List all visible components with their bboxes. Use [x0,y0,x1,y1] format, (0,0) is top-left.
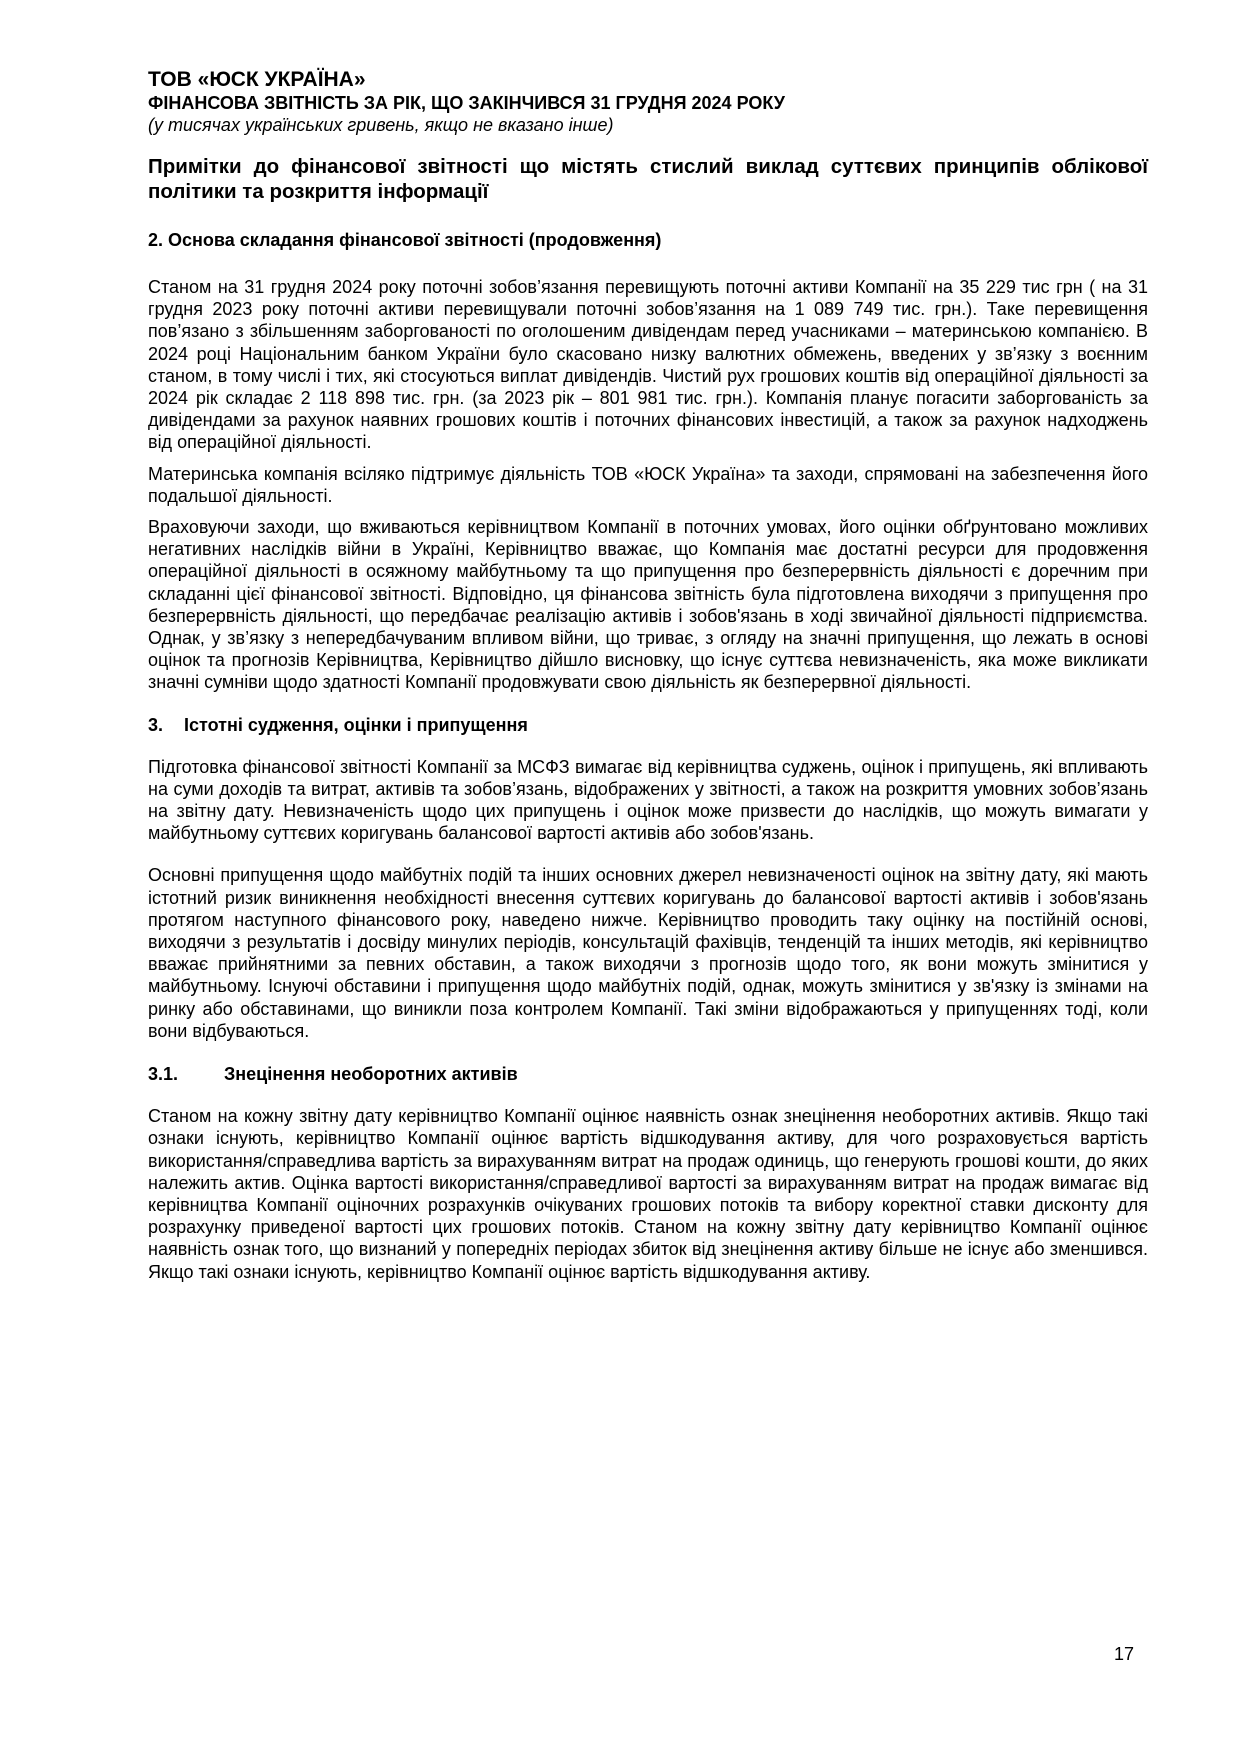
section-3-1-title: Знецінення необоротних активів [224,1064,518,1085]
section-3-number: 3. [148,714,164,735]
section-2-paragraph-2: Материнська компанія всіляко підтримує діяльність ТОВ «ЮСК Україна» та заходи, спрямовані на забезпечення його подальшої діяльності. [148,463,1148,506]
section-3-1-number: 3.1. [148,1064,179,1085]
notes-title: Примітки до фінансової звітності що містять стислий виклад суттєвих принципів облікової політики та розкриття інформації [148,155,1148,203]
section-3-paragraph-2: Основні припущення щодо майбутніх подій та інших основних джерел невизначеності оцінок на звітну дату, які мають істотний ризик виникнення необхідності внесення суттєвих коригувань до балансової вартості активів і зобов'язань протягом наступного фінансового року, наведено нижче. Керівництво проводить таку оцінку на постійній основі, виходячи з результатів і досвіду минулих періодів, консультацій фахівців, тенденцій та інших методів, які керівництво вважає прийнятними за певних обставин, а також виходячи з прогнозів щодо того, як вони можуть змінитися у майбутньому. Існуючі обставини і припущення щодо майбутніх подій, однак, можуть змінитися у зв'язку із змінами на ринку або обставинами, що виникли поза контролем Компанії. Такі зміни відображаються у припущеннях тоді, коли вони відбуваються. [148,865,1148,1041]
page-number: 17 [1114,1644,1135,1664]
company-name: ТОВ «ЮСК УКРАЇНА» [148,68,366,91]
document-page [148,68,1148,1283]
section-2-heading: 2. Основа складання фінансової звітності (продовження) [148,230,662,250]
section-3-paragraph-1: Підготовка фінансової звітності Компанії за МСФЗ вимагає від керівництва суджень, оцінок і припущень, які впливають на суми доходів та витрат, активів та зобов’язань, відображених у звітності, а також на розкриття умовних зобов’язань на звітну дату. Невизначеність щодо цих припущень і оцінок може призвести до наслідків, що можуть вимагати у майбутньому суттєвих коригувань балансової вартості активів або зобов'язань. [148,756,1148,844]
section-3-1-paragraph-1: Станом на кожну звітну дату керівництво Компанії оцінює наявність ознак знецінення необоротних активів. Якщо такі ознаки існують, керівництво Компанії оцінює вартість відшкодування активу, для чого розраховується вартість використання/справедлива вартість за вирахуванням витрат на продаж одиниць, що генерують грошові кошти, до яких належить актив. Оцінка вартості використання/справедливої вартості за вирахуванням витрат на продаж вимагає від керівництва Компанії оціночних розрахунків очікуваних грошових потоків та вибору коректної ставки дисконту для розрахунку приведеної вартості цих грошових потоків. Станом на кожну звітну дату керівництво Компанії оцінює наявність ознак того, що визнаний у попередніх періодах збиток від знецінення активу більше не існує або зменшився. Якщо такі ознаки існують, керівництво Компанії оцінює вартість відшкодування активу. [148,1106,1148,1282]
section-3-1-heading [148,1063,1148,1085]
section-2-paragraph-3: Враховуючи заходи, що вживаються керівництвом Компанії в поточних умовах, його оцінки обґрунтовано можливих негативних наслідків війни в Україні, Керівництво вважає, що Компанія має достатні ресурси для продовження операційної діяльності в осяжному майбутньому та що припущення про безперервність діяльності є доречним при складанні цієї фінансової звітності. Відповідно, ця фінансова звітність була підготовлена виходячи з припущення про безперервність діяльності, що передбачає реалізацію активів і зобов'язань в ході звичайної діяльності підприємства. Однак, у зв’язку з непередбачуваним впливом війни, що триває, з огляду на значні припущення, що лежать в основі оцінок та прогнозів Керівництва, Керівництво дійшло висновку, що існує суттєва невизначеність, яка може викликати значні сумніви щодо здатності Компанії продовжувати свою діяльність як безперервної діяльності. [148,517,1148,693]
section-3-title: Істотні судження, оцінки і припущення [184,714,528,735]
units-note: (у тисячах українських гривень, якщо не вказано інше) [148,115,614,135]
section-2-paragraph-1: Станом на 31 грудня 2024 року поточні зобов’язання перевищують поточні активи Компанії на 35 229 тис грн ( на 31 грудня 2023 року поточні активи перевищували поточні зобов’язання на 1 089 749 тис. грн.). Таке перевищення пов’язано з збільшенням заборгованості по оголошеним дивідендам перед учасниками – материнською компанією. В 2024 році Національним банком України було скасовано низку валютних обмежень, введених у зв’язку з воєнним станом, в тому числі і тих, які стосуються виплат дивідендів. Чистий рух грошових коштів від операційної діяльності за 2024 рік складає 2 118 898 тис. грн. (за 2023 рік – 801 981 тис. грн.). Компанія планує погасити заборгованість за дивідендами за рахунок наявних грошових коштів і поточних фінансових інвестицій, а також за рахунок надходжень від операційної діяльності. [148,277,1148,453]
section-3-heading [148,714,1148,736]
report-title: ФІНАНСОВА ЗВІТНІСТЬ ЗА РІК, ЩО ЗАКІНЧИВСЯ 31 ГРУДНЯ 2024 РОКУ [148,93,785,113]
